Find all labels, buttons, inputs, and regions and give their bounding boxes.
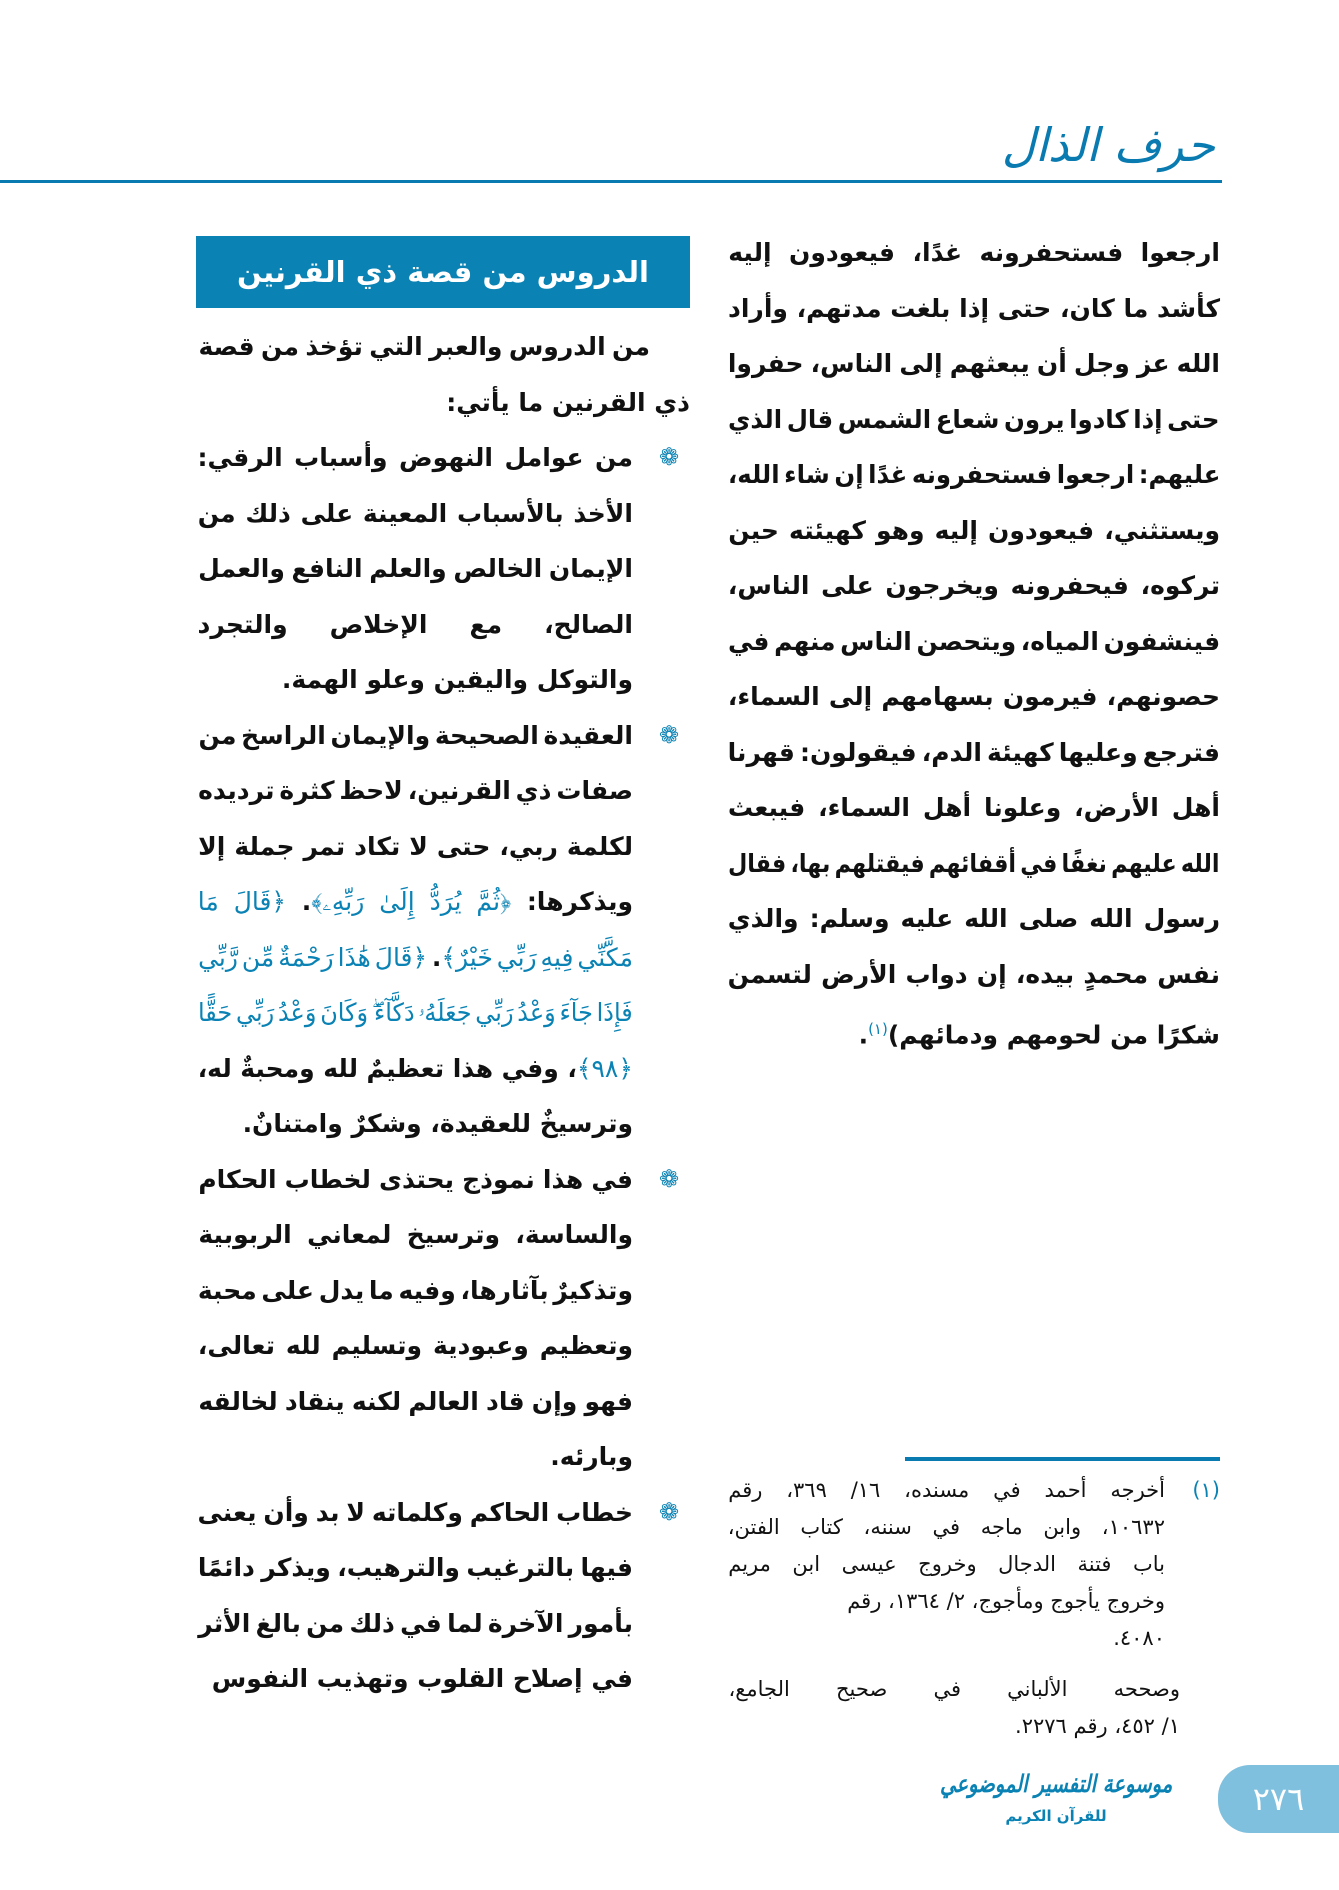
text-line-content: [198, 819, 633, 875]
text-line-content: [198, 1041, 633, 1097]
text-segment: الأخذ بالأسباب المعينة على ذلك من: [197, 498, 633, 528]
text-line-content: [198, 486, 633, 542]
text-segment: بأمور الآخرة لما في ذلك من بالغ الأثر: [198, 1608, 633, 1638]
footnote-line: [728, 1583, 1165, 1620]
text-segment: وتعظيم وعبودية وتسليم لله تعالى،: [197, 1331, 633, 1360]
logo-title: موسوعة التفسير الموضوعي: [939, 1770, 1172, 1798]
bullet-line: [198, 930, 633, 986]
text-segment: والتوكل واليقين وعلو الهمة.: [281, 665, 633, 694]
footnote-marker: (١): [1192, 1478, 1220, 1502]
text-line-content: حصونهم، فيرمون بسهامهم إلى السماء،: [727, 682, 1220, 711]
intro-line: [198, 375, 690, 431]
bullet-line: [198, 1207, 633, 1263]
bullet-line: [198, 486, 633, 542]
text-line: [728, 669, 1220, 725]
intro-line: [198, 319, 650, 375]
footnote-reference: (١): [868, 1020, 888, 1038]
text-line-content: [198, 597, 633, 653]
left-column-text: [198, 319, 690, 1707]
text-line: [728, 947, 1220, 1003]
text-line-content: [198, 985, 633, 1041]
text-line: [728, 447, 1220, 503]
bullet-line: [198, 1152, 633, 1208]
text-line-content: نفس محمدٍ بيده، إن دواب الأرض لتسمن: [727, 959, 1220, 989]
text-line-content: ١٠٦٣٢، وابن ماجه في سننه، كتاب الفتن،: [727, 1515, 1165, 1539]
bullet-line: [198, 1540, 633, 1596]
quran-verse: فَإِذَا جَآءَ وَعْدُ رَبِّي جَعَلَهُۥ دَكَّآءَ ۖ وَكَانَ وَعْدُ رَبِّي حَقًّا: [198, 998, 633, 1027]
text-line-content: ارجعوا فستحفرونه غدًا، فيعودون إليه: [728, 238, 1220, 267]
footnote-line: [728, 1620, 1165, 1657]
text-segment: والساسة، وترسيخ لمعاني الربوبية: [198, 1220, 633, 1249]
bullet-item: [197, 430, 680, 708]
text-line-content: [198, 1318, 633, 1374]
text-line-content: [243, 1096, 633, 1152]
chapter-title: حرف الذال: [1001, 118, 1215, 172]
text-line-content: عليهم: ارجعوا فستحفرونه غدًا إن شاء الله،: [727, 460, 1220, 489]
text-line-content: ويستثني، فيعودون إليه وهو كهيئته حين: [728, 515, 1220, 545]
bullet-line: [198, 541, 633, 597]
text-segment: وترسيخٌ للعقيدة، وشكرٌ وامتنانٌ.: [242, 1109, 633, 1138]
text-line: [728, 225, 1220, 281]
text-segment: العقيدة الصحيحة والإيمان الراسخ من: [198, 720, 633, 750]
text-line-content: أهل الأرض، وعلونا أهل السماء، فيبعث: [727, 793, 1220, 822]
bullet-line: [198, 652, 633, 708]
text-line: [728, 614, 1220, 670]
text-line-content: وصححه الألباني في صحيح الجامع،: [728, 1677, 1180, 1701]
text-line-content: أخرجه أحمد في مسنده، ١٦/ ٣٦٩، رقم: [728, 1478, 1165, 1502]
footnote-line: [728, 1546, 1165, 1583]
footnote-line: [728, 1472, 1165, 1509]
text-line-content: حتى إذا كادوا يرون شعاع الشمس قال الذي: [728, 404, 1220, 434]
text-line-content: [198, 1207, 633, 1263]
text-line-content: [198, 1152, 633, 1208]
text-line-content: [198, 763, 633, 819]
encyclopedia-logo: [940, 1762, 1172, 1842]
quran-verse: مَكَّنِّي فِيهِ رَبِّي خَيْرٌ﴾: [441, 942, 633, 972]
bullet-line: [198, 430, 633, 486]
text-line-content: [550, 1429, 633, 1485]
text-segment: الصالح، مع الإخلاص والتجرد: [197, 609, 633, 639]
text-segment: لكلمة ربي، حتى لا تكاد تمر جملة إلا: [198, 831, 633, 861]
text-line-content: [198, 708, 633, 764]
text-line-content: [282, 652, 633, 708]
bullet-line: [198, 819, 633, 875]
flower-bullet-icon: ❁: [658, 1497, 680, 1526]
text-line-content: [198, 874, 633, 930]
text-segment: خطاب الحاكم وكلماته لا بد وأن يعنى: [197, 1497, 633, 1527]
text-line-content: [198, 1263, 633, 1319]
text-line: [728, 725, 1220, 781]
text-segment: الإيمان الخالص والعلم النافع والعمل: [198, 554, 633, 583]
text-segment: فهو وإن قاد العالم لكنه ينقاد لخالقه: [198, 1386, 633, 1416]
text-segment: فيها بالترغيب والترهيب، ويذكر دائمًا: [197, 1553, 633, 1582]
footnotes: [728, 1472, 1220, 1745]
text-line-content: [198, 1540, 633, 1596]
text-segment: في هذا نموذج يحتذى لخطاب الحكام: [198, 1164, 633, 1194]
text-segment: وتذكيرٌ بآثارها، وفيه ما يدل على محبة: [197, 1275, 633, 1305]
text-line-content: [198, 1374, 633, 1430]
text-segment: وبارئه.: [550, 1442, 633, 1471]
flower-bullet-icon: ❁: [658, 443, 680, 471]
text-line: [728, 558, 1220, 614]
text-line: [728, 836, 1220, 892]
text-segment: .: [858, 1020, 869, 1050]
bullet-line: [198, 1596, 633, 1652]
bullet-line: [198, 708, 633, 764]
text-line-content: ٤٠٨٠.: [1113, 1626, 1165, 1650]
text-line-content: الله عز وجل أن يبعثهم إلى الناس، حفروا: [727, 349, 1220, 378]
text-line-content: رسول الله صلى الله عليه وسلم: والذي: [727, 904, 1220, 933]
text-line-content: [198, 930, 633, 986]
quran-verse: ﴿ثُمَّ يُرَدُّ إِلَىٰ رَبِّهِۦ﴾: [311, 887, 512, 916]
bullet-line: [198, 763, 633, 819]
text-line: [728, 503, 1220, 559]
quran-verse: ﴿قَالَ هَٰذَا رَحْمَةٌ مِّن رَّبِّي: [198, 942, 428, 972]
right-column-text: [728, 225, 1220, 1058]
footnote-divider: [905, 1457, 1220, 1461]
bullet-line: [198, 874, 633, 930]
text-segment: شكرًا من لحومهم ودمائهم): [887, 1020, 1220, 1050]
text-line: [728, 891, 1220, 947]
bullet-line: [198, 597, 633, 653]
text-line-content: تركوه، فيحفرونه ويخرجون على الناس،: [727, 571, 1220, 600]
bullet-line: [198, 1096, 633, 1152]
text-line-content: من الدروس والعبر التي تؤخذ من قصة: [198, 332, 650, 361]
text-line-content: [198, 541, 633, 597]
bullet-item: [197, 708, 680, 1152]
text-line-content: [198, 430, 633, 486]
text-segment: من عوامل النهوض وأسباب الرقي:: [197, 443, 633, 472]
footnote-line: [728, 1708, 1180, 1745]
text-line-content: فينشفون المياه، ويتحصن الناس منهم في: [727, 626, 1220, 656]
text-segment: ويذكرها:: [511, 887, 633, 916]
flower-bullet-icon: ❁: [658, 720, 680, 749]
bullet-line: [198, 1429, 633, 1485]
text-line-content: كأشد ما كان، حتى إذا بلغت مدتهم، وأراد: [728, 293, 1220, 323]
text-line-content: الله عليهم نغفًا في أقفائهم فيقتلهم بها، فقال: [728, 848, 1220, 878]
quran-verse: ﴿٩٨﴾: [576, 1053, 633, 1083]
logo-subtitle: للقرآن الكريم: [1005, 1807, 1107, 1825]
text-line-content: باب فتنة الدجال وخروج عيسى ابن مريم: [728, 1552, 1165, 1576]
text-segment: في إصلاح القلوب وتهذيب النفوس: [211, 1664, 633, 1693]
text-line: [728, 392, 1220, 448]
footnote-line: [728, 1509, 1165, 1546]
page-number: ٢٧٦: [1218, 1765, 1339, 1833]
section-heading: الدروس من قصة ذي القرنين: [196, 236, 690, 308]
text-line-content: ذي القرنين ما يأتي:: [446, 387, 690, 417]
text-segment: .: [427, 942, 442, 972]
text-segment: .: [286, 887, 312, 916]
flower-bullet-icon: ❁: [658, 1164, 680, 1193]
bullet-line: [198, 1041, 633, 1097]
footnote-body: [728, 1472, 1165, 1657]
footnote-body-2: [728, 1671, 1180, 1745]
quran-verse: ﴿قَالَ مَا: [197, 887, 287, 916]
text-line-content: ١/ ٤٥٢، رقم ٢٢٧٦.: [1015, 1714, 1180, 1738]
bullet-item: [197, 1485, 680, 1707]
logo-title-wrap: [940, 1762, 1172, 1806]
text-line: [728, 336, 1220, 392]
header-divider: [0, 180, 1222, 183]
text-line: [728, 281, 1220, 337]
text-line-content: فترجع وعليها كهيئة الدم، فيقولون: قهرنا: [727, 737, 1220, 767]
text-line: [728, 1002, 1220, 1058]
bullet-line: [198, 1263, 633, 1319]
bullet-line: [198, 1374, 633, 1430]
bullet-line: [198, 985, 633, 1041]
text-line: [728, 780, 1220, 836]
text-line-content: [859, 1002, 1220, 1063]
bullet-line: [198, 1485, 633, 1541]
bullet-line: [198, 1318, 633, 1374]
text-segment: صفات ذي القرنين، لاحظ كثرة ترديده: [198, 776, 633, 805]
text-line-content: [212, 1651, 633, 1707]
bullet-line: [198, 1651, 633, 1707]
text-line-content: [198, 1485, 633, 1541]
text-line-content: وخروج يأجوج ومأجوج، ٢/ ١٣٦٤، رقم: [847, 1589, 1165, 1613]
bullet-item: [197, 1152, 680, 1485]
text-segment: ، وفي هذا تعظيمٌ لله ومحبةٌ له،: [197, 1053, 577, 1083]
text-line-content: [198, 1596, 633, 1652]
footnote-line: [728, 1671, 1180, 1708]
